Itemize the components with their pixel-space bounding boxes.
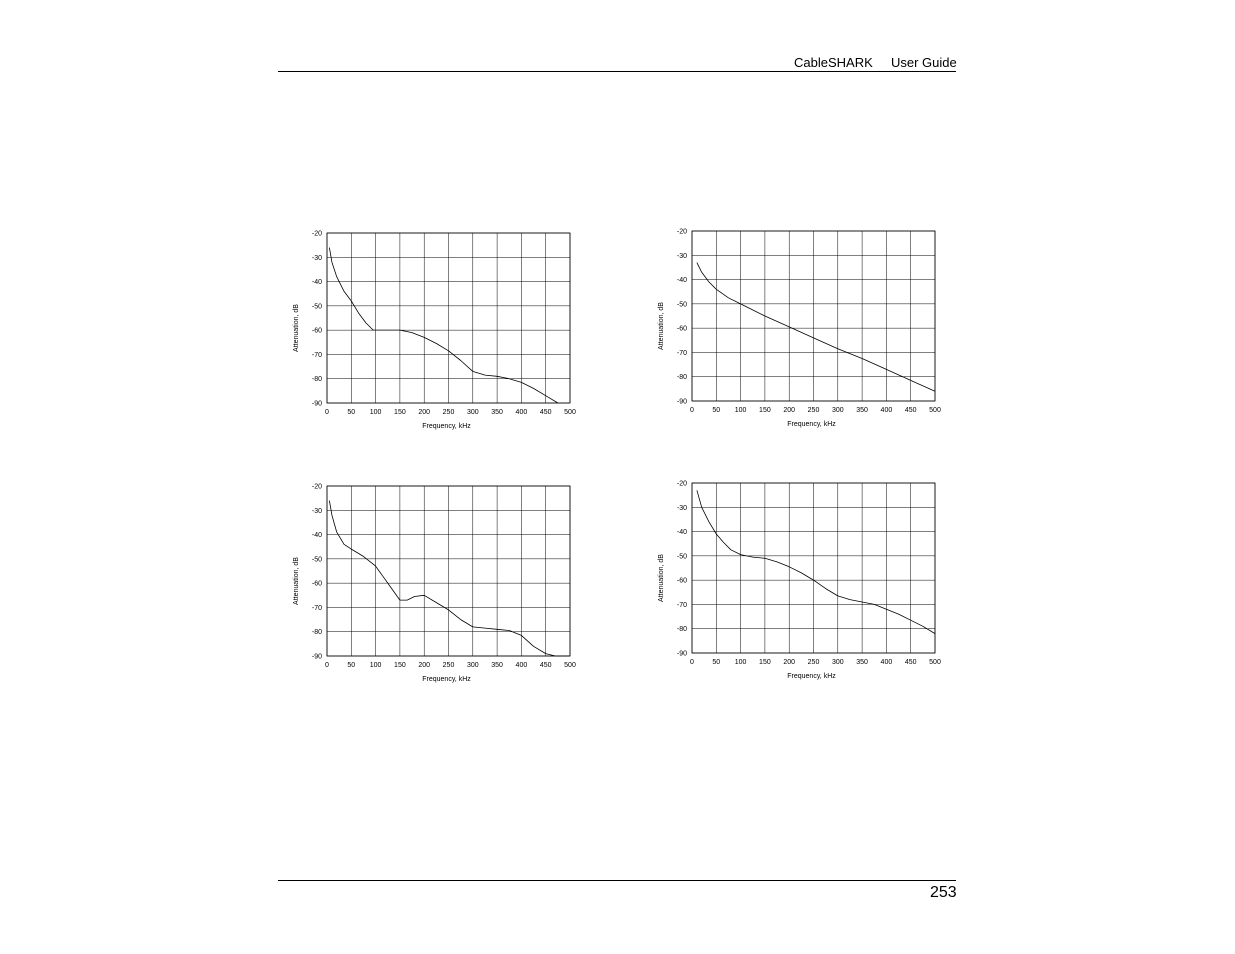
header-guide-title: User Guide xyxy=(891,55,957,70)
x-tick-label: 400 xyxy=(880,659,893,666)
y-tick-label: -60 xyxy=(676,577,687,585)
x-tick-label: 50 xyxy=(712,407,721,414)
y-tick-label: -40 xyxy=(676,277,687,285)
x-tick-label: 100 xyxy=(734,659,747,666)
x-tick-label: 100 xyxy=(734,407,747,414)
y-tick-label: -80 xyxy=(676,374,687,382)
x-tick-label: 50 xyxy=(712,659,721,666)
chart-top-right xyxy=(650,220,950,445)
y-tick-label: -90 xyxy=(311,400,322,408)
x-tick-label: 450 xyxy=(539,409,552,416)
x-axis-title: Frequency, kHz xyxy=(787,421,836,428)
x-tick-label: 300 xyxy=(466,409,479,416)
x-axis-title: Frequency, kHz xyxy=(787,673,836,680)
y-tick-label: -30 xyxy=(311,507,322,515)
y-tick-label: -70 xyxy=(676,601,687,609)
y-tick-label: -80 xyxy=(311,376,322,384)
x-tick-label: 0 xyxy=(325,409,329,416)
chart-svg xyxy=(650,472,950,697)
y-tick-label: -70 xyxy=(676,349,687,357)
x-tick-label: 500 xyxy=(564,662,576,669)
y-tick-label: -60 xyxy=(311,327,322,335)
footer-rule xyxy=(278,880,956,881)
x-tick-label: 250 xyxy=(442,409,455,416)
x-tick-label: 0 xyxy=(690,659,694,666)
x-tick-label: 300 xyxy=(831,659,844,666)
x-tick-label: 300 xyxy=(831,407,844,414)
y-tick-label: -20 xyxy=(676,228,687,236)
x-tick-label: 450 xyxy=(904,659,917,666)
y-tick-label: -60 xyxy=(311,580,322,588)
x-tick-label: 400 xyxy=(515,662,528,669)
y-tick-label: -90 xyxy=(676,650,687,658)
y-axis-title: Attenuation, dB xyxy=(293,557,300,605)
x-tick-label: 50 xyxy=(347,662,356,669)
y-tick-label: -60 xyxy=(676,325,687,333)
header-rule xyxy=(278,71,956,72)
x-tick-label: 200 xyxy=(418,409,431,416)
x-tick-label: 250 xyxy=(442,662,455,669)
x-tick-label: 200 xyxy=(783,659,796,666)
chart-svg xyxy=(650,220,950,445)
x-tick-label: 150 xyxy=(394,662,406,669)
x-tick-label: 400 xyxy=(515,409,528,416)
x-tick-label: 0 xyxy=(325,662,329,669)
y-tick-label: -90 xyxy=(676,398,687,406)
chart-bottom-right xyxy=(650,472,950,697)
chart-svg xyxy=(285,475,585,700)
x-tick-label: 450 xyxy=(539,662,552,669)
x-tick-label: 250 xyxy=(807,659,820,666)
y-tick-label: -40 xyxy=(311,279,322,287)
x-tick-label: 350 xyxy=(491,409,503,416)
x-tick-label: 400 xyxy=(880,407,893,414)
x-tick-label: 150 xyxy=(394,409,406,416)
x-tick-label: 50 xyxy=(347,409,356,416)
x-tick-label: 100 xyxy=(369,409,382,416)
y-tick-label: -80 xyxy=(676,626,687,634)
y-axis-title: Attenuation, dB xyxy=(658,302,665,350)
y-tick-label: -80 xyxy=(311,629,322,637)
y-tick-label: -30 xyxy=(311,254,322,262)
x-tick-label: 350 xyxy=(491,662,503,669)
page-number: 253 xyxy=(930,884,957,901)
x-tick-label: 450 xyxy=(904,407,917,414)
x-axis-title: Frequency, kHz xyxy=(422,423,471,430)
x-tick-label: 150 xyxy=(759,407,771,414)
x-tick-label: 300 xyxy=(466,662,479,669)
y-tick-label: -40 xyxy=(311,532,322,540)
chart-bottom-left xyxy=(285,475,585,700)
y-tick-label: -70 xyxy=(311,604,322,612)
y-tick-label: -50 xyxy=(311,303,322,311)
x-tick-label: 100 xyxy=(369,662,382,669)
chart-top-left xyxy=(285,222,585,447)
y-tick-label: -20 xyxy=(311,483,322,491)
y-tick-label: -30 xyxy=(676,252,687,260)
x-tick-label: 500 xyxy=(929,659,941,666)
y-tick-label: -50 xyxy=(676,553,687,561)
x-tick-label: 150 xyxy=(759,659,771,666)
x-tick-label: 200 xyxy=(783,407,796,414)
x-tick-label: 350 xyxy=(856,407,868,414)
x-tick-label: 500 xyxy=(929,407,941,414)
x-tick-label: 0 xyxy=(690,407,694,414)
y-tick-label: -40 xyxy=(676,529,687,537)
y-axis-title: Attenuation, dB xyxy=(293,304,300,352)
y-axis-title: Attenuation, dB xyxy=(658,554,665,602)
x-tick-label: 250 xyxy=(807,407,820,414)
y-tick-label: -70 xyxy=(311,351,322,359)
x-axis-title: Frequency, kHz xyxy=(422,676,471,683)
y-tick-label: -20 xyxy=(676,480,687,488)
y-tick-label: -50 xyxy=(676,301,687,309)
chart-svg xyxy=(285,222,585,447)
y-tick-label: -90 xyxy=(311,653,322,661)
x-tick-label: 200 xyxy=(418,662,431,669)
x-tick-label: 500 xyxy=(564,409,576,416)
y-tick-label: -50 xyxy=(311,556,322,564)
y-tick-label: -30 xyxy=(676,504,687,512)
y-tick-label: -20 xyxy=(311,230,322,238)
header-product-name: CableSHARK xyxy=(794,55,873,70)
x-tick-label: 350 xyxy=(856,659,868,666)
